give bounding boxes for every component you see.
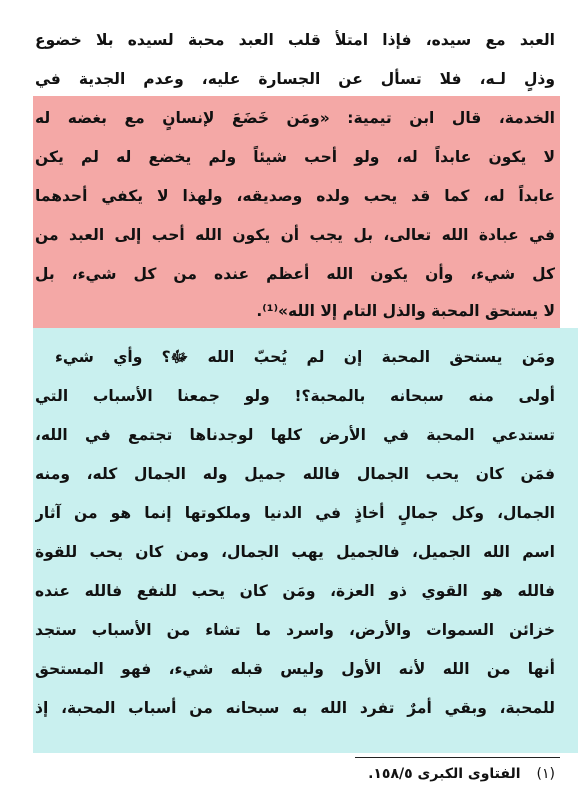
text-line: عابداً له، كما قد يحب ولده وصديقه، ولهذا لا يكفي أحدهما	[35, 187, 555, 205]
text-line: الجمال، وكل جمالٍ أخاذٍ في الدنيا وملكوتها إنما هو من آثار	[35, 504, 555, 522]
footnote-divider	[355, 757, 560, 758]
text-line: العبد مع سيده، فإذا امتلأ قلب العبد محبة لسيده بلا خضوع	[35, 31, 555, 49]
text-line: فالله هو القوي ذو العزة، ومَن كان يحب للنفع فالله عنده	[35, 582, 555, 600]
text-line: تستدعي المحبة في الأرض كلها لوجدناها تجتمع في الله،	[35, 426, 555, 444]
text-line: خزائن السموات والأرض، واسرد ما تشاء من الأسباب ستجد	[35, 621, 555, 639]
footnote	[368, 760, 555, 788]
text-line: اسم الله الجميل، فالجميل يهب الجمال، ومن كان يحب للقوة	[35, 543, 555, 561]
text-line: فمَن كان يحب الجمال فالله جميل وله الجمال كله، ومنه	[35, 465, 555, 483]
text-line: أولى منه سبحانه بالمحبة؟! ولو جمعنا الأسباب التي	[35, 387, 555, 405]
footnote-text: الفتاوى الكبرى ١٥٨/٥.	[368, 766, 521, 782]
text-line: ومَن يستحق المحبة إن لم يُحبّ الله ﷻ؟ وأي شيء	[55, 348, 555, 366]
text-line: للمحبة، وبقي أمرٌ تفرد الله به سبحانه من أسباب المحبة، إذ	[35, 699, 555, 717]
text-line: لا يستحق المحبة والذل التام إلا الله»⁽¹⁾.	[256, 302, 555, 320]
text-line: لا يكون عابداً له، ولو أحب شيئاً ولم يخضع له لم يكن	[35, 148, 555, 166]
text-line: أنها من الله لأنه الأول وليس قبله شيء، فهو المستحق	[35, 660, 555, 678]
footnote-number: (١)	[536, 766, 555, 782]
text-line: كل شيء، وأن يكون الله أعظم عنده من كل شيء، بل	[35, 265, 555, 283]
text-line: في عبادة الله تعالى، بل يجب أن يكون الله أحب إلى العبد من	[35, 226, 555, 244]
text-line: الخدمة، قال ابن تيمية: «ومَن خَضَعَ لإنسانٍ مع بغضه له	[35, 109, 555, 127]
text-line: وذلٍ لـه، فلا تسأل عن الجسارة عليه، وعدم الجدية في	[35, 70, 555, 88]
